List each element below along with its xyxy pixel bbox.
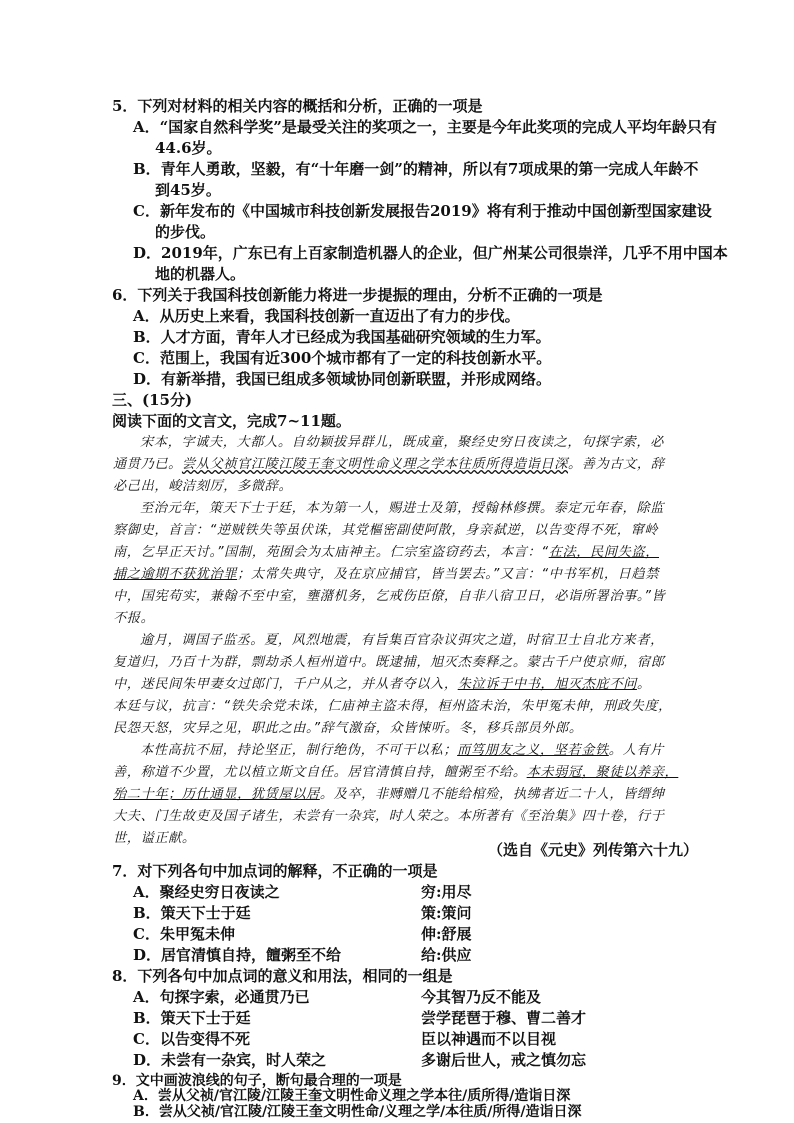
passage-line: 察御史，首言：“逆贼铁失等虽伏诛，其党樞密副使阿散，身亲弑逆，以告变得不死，窜岭 xyxy=(113,523,659,538)
underlined-sentence: 捕之逾期不获犹治罪 xyxy=(113,567,238,582)
underlined-sentence: 殆二十年；历仕通显，犹赁屋以居 xyxy=(113,787,320,802)
passage-line: 通贯乃已。尝从父祯官江陵江陵王奎文明性命义理之学本往质所得造诣日深。善为古文，辞 xyxy=(113,457,665,472)
passage-line: 捕之逾期不获犹治罪；太常失典守，及在京应捕官，皆当罢去。”又言：“中书军机，日趋禁 xyxy=(113,567,659,582)
underlined-sentence: 朱泣诉于中书，旭灭杰庇不问 xyxy=(457,677,637,692)
passage-line: 南，乞早正天讨。”国制，苑囿会为太庙神主。仁宗室盗窃药去，本言：“在法，民间失盗， xyxy=(113,545,659,560)
section-heading: 三、(15分) xyxy=(112,391,193,409)
q5-option-c: C．新年发布的《中国城市科技创新发展报告2019》将有利于推动中国创新型国家建设 xyxy=(133,202,712,220)
section-instruction: 阅读下面的文言文，完成7~11题。 xyxy=(112,412,351,430)
q5-stem: 5．下列对材料的相关内容的概括和分析，正确的一项是 xyxy=(112,97,483,115)
q8-option-row: A．句探字索，必通贯乃已 今其智乃反不能及 xyxy=(133,988,542,1006)
passage-line: 至治元年，策天下士于廷，本为第一人，赐进士及第，授翰林修撰。泰定元年春，除监 xyxy=(140,501,664,516)
q6-option-d: D．有新举措，我国已组成多领域协同创新联盟，并形成网络。 xyxy=(133,370,552,388)
passage-line: 大夫、门生故吏及国子诸生，未尝有一杂宾，时人荣之。本所著有《至治集》四十卷，行于 xyxy=(113,809,665,824)
q9-option-b: B．尝从父祯/官江陵/江陵王奎文明性命/义理之学/本往质/所得/造诣日深 xyxy=(133,1104,582,1120)
q8-option-row: D．未尝有一杂宾，时人荣之 多谢后世人，戒之慎勿忘 xyxy=(133,1051,587,1069)
q5-option-b-cont: 到45岁。 xyxy=(155,181,221,199)
q5-option-c-cont: 的步伐。 xyxy=(155,223,216,241)
q8-option-row: B．策天下士于廷 尝学琵琶于穆、曹二善才 xyxy=(133,1009,587,1027)
passage-line: 世，谥正献。 xyxy=(113,831,196,846)
q7-stem: 7．对下列各句中加点词的解释，不正确的一项是 xyxy=(112,862,438,880)
q9-option-a: A．尝从父祯/官江陵/江陵王奎文明性命义理之学本往/质所得/造诣日深 xyxy=(133,1088,571,1104)
passage-line: 必己出，峻洁刻厉，多微辞。 xyxy=(113,479,293,494)
q8-option-row: C．以告变得不死 臣以神遇而不以目视 xyxy=(133,1030,557,1048)
passage-source: （选自《元史》列传第六十九） xyxy=(488,841,699,859)
q6-option-c: C．范围上，我国有近300个城市都有了一定的科技创新水平。 xyxy=(133,349,552,367)
q8-stem: 8．下列各句中加点词的意义和用法，相同的一组是 xyxy=(112,967,453,985)
passage-line: 善，称道不少置，尤以植立斯文自任。居官清慎自持，饘粥至不给。本未弱冠，聚徒以养亲， xyxy=(113,765,679,780)
passage-line: 本廷与议，抗言：“铁失余党未诛，仁庙神主盗未得，桓州盗未治，朱甲冤未伸，刑政失度， xyxy=(113,699,672,714)
q5-option-b: B．青年人勇敢，坚毅，有“十年磨一剑”的精神，所以有7项成果的第一完成人年龄不 xyxy=(133,160,699,178)
q6-stem: 6．下列关于我国科技创新能力将进一步提振的理由，分析不正确的一项是 xyxy=(112,286,603,304)
q5-option-a: A．“国家自然科学奖”是最受关注的奖项之一，主要是今年此奖项的完成人平均年龄只有 xyxy=(133,118,717,136)
q7-option-row: A．聚经史穷日夜读之 穷:用尽 xyxy=(133,883,472,901)
q7-option-row: D．居官清慎自持，饘粥至不给 给:供应 xyxy=(133,946,472,964)
passage-line: 逾月，调国子监丞。夏，风烈地震，有旨集百官杂议弭灾之道，时宿卫士自北方来者， xyxy=(140,633,664,648)
passage-line: 殆二十年；历仕通显，犹赁屋以居。及卒，非赙赠几不能给棺殓，执绋者近二十人，皆缙绅 xyxy=(113,787,665,802)
q5-option-a-cont: 44.6岁。 xyxy=(155,139,222,157)
passage-line: 复道归，乃百十为群，剽劫杀人桓州道中。既逮捕，旭灭杰奏释之。蒙古千户使京师，宿郎 xyxy=(113,655,665,670)
passage-line: 中，迷民间朱甲妻女过郎门，千户从之，并从者夺以入，朱泣诉于中书，旭灭杰庇不问。 xyxy=(113,677,651,692)
underlined-sentence: 在法，民间失盗， xyxy=(548,545,659,560)
q7-option-row: C．朱甲冤未伸 伸:舒展 xyxy=(133,925,472,943)
passage-line: 民怨天怒，灾异之见，职此之由。”辞气激奋，众皆悚听。冬，移兵部员外郎。 xyxy=(113,721,583,736)
wavy-underlined-sentence: 尝从父祯官江陵江陵王奎文明性命义理之学本往质所得造诣日深 xyxy=(181,457,568,472)
passage-line: 宋本，字诚夫，大都人。自幼颖拔异群儿，既成童，聚经史穷日夜读之，句探字索，必 xyxy=(140,435,664,450)
underlined-sentence: 本未弱冠，聚徒以养亲， xyxy=(526,765,679,780)
passage-line: 不报。 xyxy=(113,611,155,626)
q5-option-d: D．2019年，广东已有上百家制造机器人的企业，但广州某公司很崇洋，几乎不用中国本 xyxy=(133,244,728,262)
passage-line: 本性高抗不屈，持论坚正，制行绝伪，不可干以私；而笃朋友之义，坚若金铁。人有片 xyxy=(140,743,664,758)
q9-stem: 9．文中画波浪线的句子，断句最合理的一项是 xyxy=(112,1073,402,1089)
q6-option-b: B．人才方面，青年人才已经成为我国基础研究领域的生力军。 xyxy=(133,328,551,346)
q5-option-d-cont: 地的机器人。 xyxy=(155,265,246,283)
underlined-sentence: 而笃朋友之义，坚若金铁 xyxy=(457,743,609,758)
q7-option-row: B．策天下士于廷 策:策问 xyxy=(133,904,472,922)
q6-option-a: A．从历史上来看，我国科技创新一直迈出了有力的步伐。 xyxy=(133,307,520,325)
passage-line: 中，国宪苟实，兼翰不至中室，壅潴机务，乞戒伤臣僚，自非八宿卫日，必诣所署治事。”皆 xyxy=(113,589,666,604)
